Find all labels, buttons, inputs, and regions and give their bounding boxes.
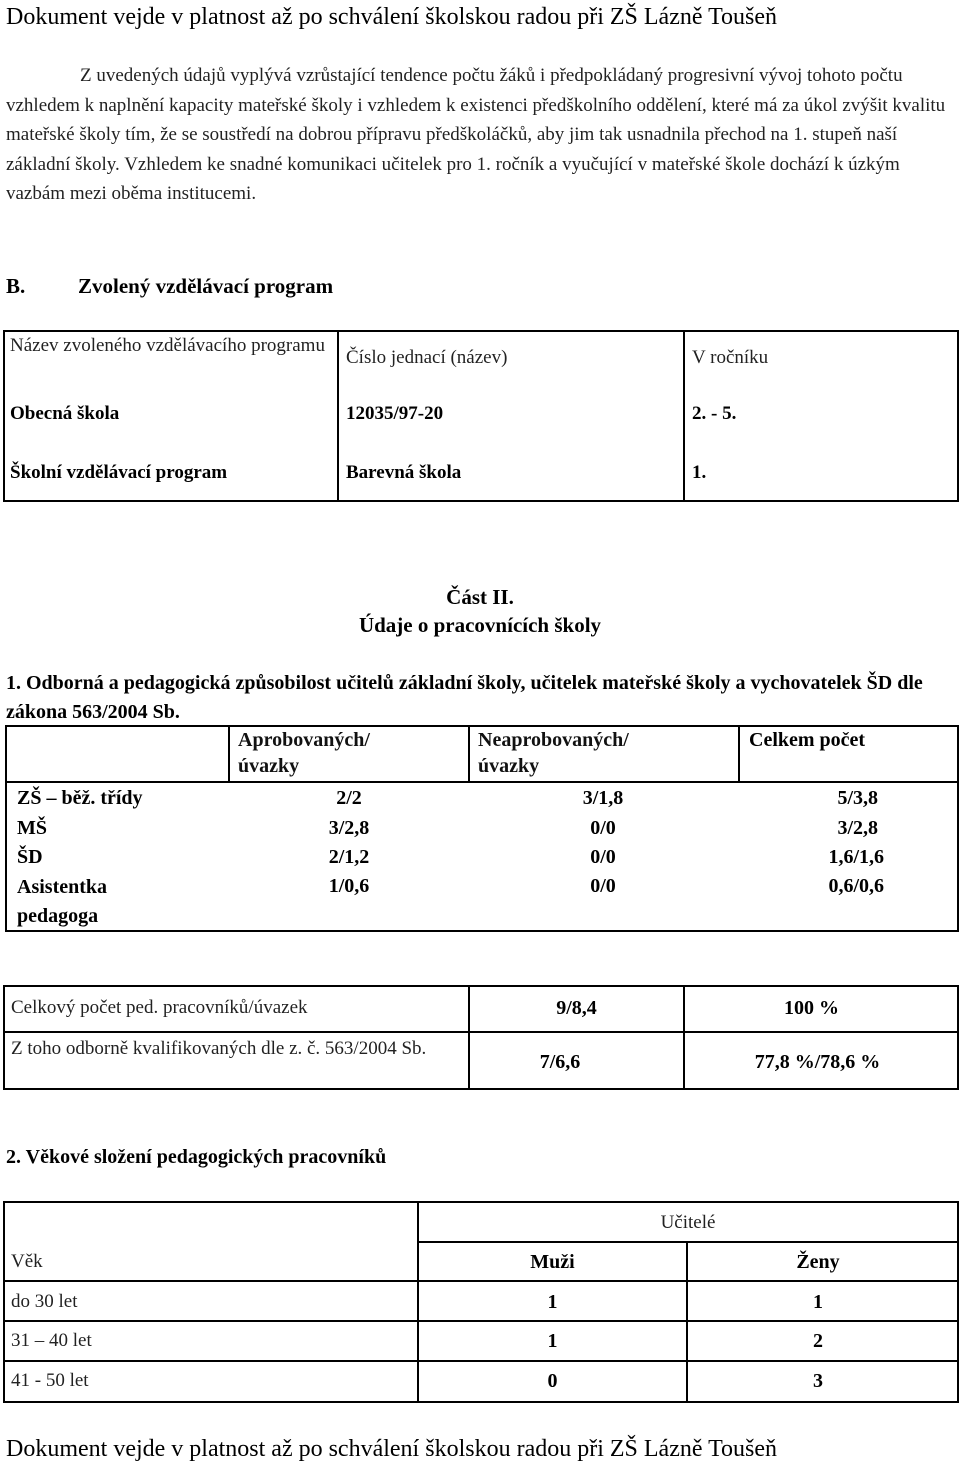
age-table (0, 1201, 960, 1403)
part-subtitle: Údaje o pracovnících školy (358, 613, 602, 637)
program-row-2-ref: Barevná škola (346, 462, 462, 483)
section-b-title: Zvolený vzdělávací program (78, 274, 334, 298)
summary-row-1-label: Celkový počet ped. pracovníků/úvazek (11, 997, 308, 1018)
qual-row-3-unapproved: 0/0 (590, 846, 616, 868)
age-header-men: Muži (530, 1251, 575, 1273)
age-row-3-label: 41 - 50 let (11, 1370, 89, 1391)
age-row-3-men: 0 (547, 1370, 558, 1392)
summary-row-2-label: Z toho odborně kvalifikovaných dle z. č. 563/2004 Sb. (11, 1038, 427, 1059)
section-1-title: 1. Odborná a pedagogická způsobilost učitelů základní školy, učitelek mateřské školy a vychovatelek ŠD dle zákona 563/2004 Sb. (6, 672, 923, 723)
section-b-number: B. (6, 274, 26, 298)
summary-table (0, 985, 960, 1090)
qual-row-2-approved: 3/2,8 (328, 817, 370, 839)
qual-row-2-unapproved: 0/0 (590, 817, 616, 839)
program-row-2-name: Školní vzdělávací program (10, 462, 228, 483)
age-row-1-men: 1 (547, 1291, 558, 1313)
age-row-2-label: 31 – 40 let (11, 1330, 92, 1351)
program-header-grade: V ročníku (692, 347, 769, 368)
qual-row-1-approved: 2/2 (336, 787, 362, 809)
intro-paragraph: Z uvedených údajů vyplývá vzrůstající tendence počtu žáků i předpokládaný progresivní vývoj tohoto počtu vzhledem k naplnění kapacity mateřské školy i vzhledem k existenci předškolního oddělení, které má za úkol zvýšit kvalitu mateřské školy tím, že se soustředí na dobrou přípravu předškoláčků, aby jim tak usnadnila přechod na 1. stupeň naší základní školy. Vzhledem ke snadné komunikaci učitelek pro 1. ročník a vyučující v mateřské škole dochází k úzkým vazbám mezi oběma institucemi. (6, 65, 946, 205)
age-header-age: Věk (11, 1251, 43, 1272)
qual-row-3-total: 1,6/1,6 (828, 846, 884, 868)
age-header-women: Ženy (796, 1251, 840, 1273)
qual-row-1-label: ZŠ – běž. třídy (17, 787, 143, 809)
qual-row-3-label: ŠD (17, 846, 43, 868)
program-row-2-grade: 1. (692, 462, 707, 483)
age-row-2-men: 1 (547, 1330, 558, 1352)
qualification-table (0, 725, 960, 932)
qual-row-4-total: 0,6/0,6 (828, 875, 884, 897)
program-header-name: Název zvoleného vzdělávacího programu (10, 335, 325, 356)
program-row-1-name: Obecná škola (10, 403, 120, 424)
summary-row-1-count: 9/8,4 (556, 997, 597, 1019)
age-group-header: Učitelé (660, 1212, 716, 1233)
qual-row-1-unapproved: 3/1,8 (582, 787, 624, 809)
age-row-1-women: 1 (813, 1291, 823, 1313)
part-title: Část II. (446, 585, 514, 609)
age-row-1-label: do 30 let (11, 1291, 78, 1312)
summary-row-1-percent: 100 % (784, 997, 839, 1019)
qual-row-4-approved: 1/0,6 (328, 875, 370, 897)
summary-row-2-percent: 77,8 %/78,6 % (754, 1051, 881, 1073)
qual-row-2-total: 3/2,8 (837, 817, 878, 839)
qual-header-approved: Aprobovaných/ úvazky (238, 729, 370, 777)
program-row-1-ref: 12035/97-20 (346, 403, 444, 424)
program-header-ref: Číslo jednací (název) (346, 347, 508, 368)
page-header: Dokument vejde v platnost až po schválení školskou radou při ZŠ Lázně Toušeň (6, 4, 778, 30)
section-2-title: 2. Věkové složení pedagogických pracovníků (6, 1146, 387, 1168)
summary-row-2-count: 7/6,6 (539, 1051, 581, 1073)
qual-row-2-label: MŠ (17, 817, 47, 839)
age-row-3-women: 3 (813, 1370, 823, 1392)
qual-row-4-label: Asistentka pedagoga (17, 876, 108, 927)
qual-header-total: Celkem počet (749, 729, 866, 751)
qual-row-1-total: 5/3,8 (837, 787, 878, 809)
qual-row-3-approved: 2/1,2 (328, 846, 370, 868)
age-row-2-women: 2 (813, 1330, 823, 1352)
qual-row-4-unapproved: 0/0 (590, 875, 616, 897)
program-table (0, 330, 960, 502)
page-footer: Dokument vejde v platnost až po schválení školskou radou při ZŠ Lázně Toušeň (6, 1436, 778, 1462)
program-row-1-grade: 2. - 5. (692, 403, 737, 424)
qual-header-unapproved: Neaprobovaných/ úvazky (478, 729, 629, 777)
